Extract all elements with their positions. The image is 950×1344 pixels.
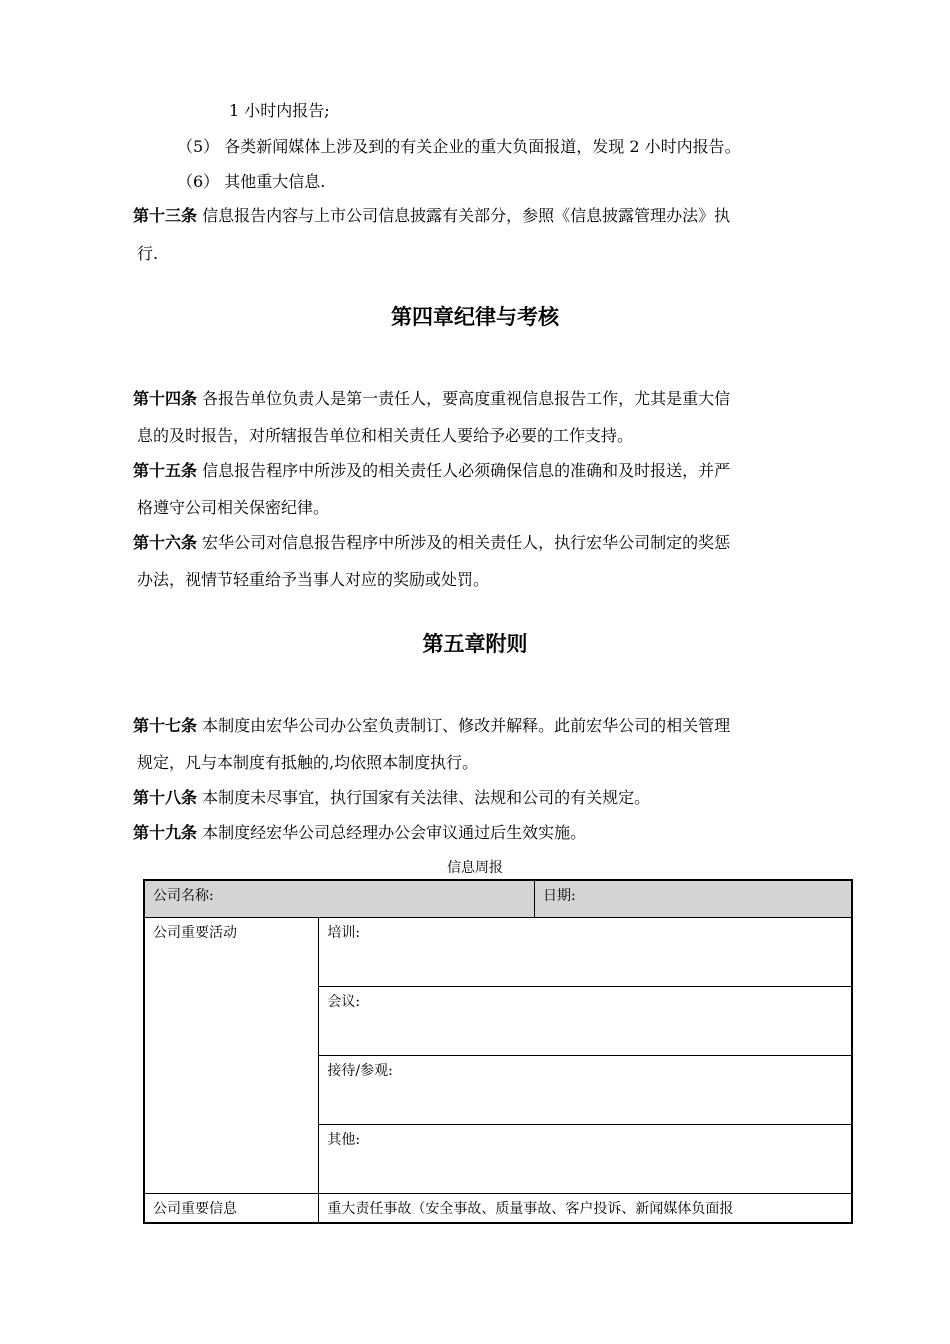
list-continuation: 1 小时内报告; [229, 101, 330, 120]
article-label: 第十七条 [133, 716, 198, 735]
article-label: 第十四条 [133, 389, 198, 408]
table-header-row [144, 880, 852, 917]
table-caption: 信息周报 [447, 860, 503, 876]
article-label: 第十八条 [133, 788, 198, 807]
article-text: 本制度由宏华公司办公室负责制订、修改并解释。此前宏华公司的相关管理 [202, 716, 731, 735]
list-item-6: （6） 其他重大信息. [177, 172, 326, 191]
activities-label-cell: 公司重要活动 [144, 917, 319, 1193]
article-text: 宏华公司对信息报告程序中所涉及的相关责任人，执行宏华公司制定的奖惩 [202, 533, 731, 552]
article-label: 第十三条 [133, 206, 198, 225]
chapter-5-title: 第五章附则 [422, 631, 528, 656]
article-14 [133, 389, 730, 409]
article-16 [133, 533, 730, 553]
article-16-continuation: 办法，视情节轻重给予当事人对应的奖励或处罚。 [137, 570, 490, 589]
info-text-cell: 重大责任事故（安全事故、质量事故、客户投诉、新闻媒体负面报 [319, 1193, 852, 1223]
article-17-continuation: 规定，凡与本制度有抵触的,均依照本制度执行。 [137, 753, 479, 772]
article-label: 第十九条 [133, 823, 198, 842]
article-label: 第十五条 [133, 461, 198, 480]
article-text: 本制度经宏华公司总经理办公会审议通过后生效实施。 [202, 823, 587, 842]
chapter-4-title: 第四章纪律与考核 [391, 304, 559, 329]
table-row [144, 1193, 852, 1223]
meeting-cell: 会议: [319, 986, 852, 1055]
article-text: 本制度未尽事宜，执行国家有关法律、法规和公司的有关规定。 [202, 788, 651, 807]
article-15-continuation: 格遵守公司相关保密纪律。 [137, 498, 330, 517]
company-name-cell: 公司名称: [144, 880, 534, 917]
article-19 [133, 823, 586, 843]
list-item-5: （5） 各类新闻媒体上涉及到的有关企业的重大负面报道，发现 2 小时内报告。 [177, 137, 741, 156]
table-row [144, 917, 852, 986]
article-18 [133, 788, 650, 808]
article-text: 各报告单位负责人是第一责任人，要高度重视信息报告工作，尤其是重大信 [202, 389, 731, 408]
date-cell: 日期: [534, 880, 852, 917]
info-label-cell: 公司重要信息 [144, 1193, 319, 1223]
reception-cell: 接待/参观: [319, 1055, 852, 1124]
article-15 [133, 461, 730, 481]
article-14-continuation: 息的及时报告，对所辖报告单位和相关责任人要给予必要的工作支持。 [137, 426, 634, 445]
article-13 [133, 206, 730, 226]
article-text: 信息报告程序中所涉及的相关责任人必须确保信息的准确和及时报送，并严 [202, 461, 731, 480]
article-13-continuation: 行. [137, 244, 159, 263]
article-text: 信息报告内容与上市公司信息披露有关部分，参照《信息披露管理办法》执 [202, 206, 731, 225]
training-cell: 培训: [319, 917, 852, 986]
other-cell: 其他: [319, 1124, 852, 1193]
weekly-info-table [143, 879, 853, 1224]
article-label: 第十六条 [133, 533, 198, 552]
article-17 [133, 716, 730, 736]
